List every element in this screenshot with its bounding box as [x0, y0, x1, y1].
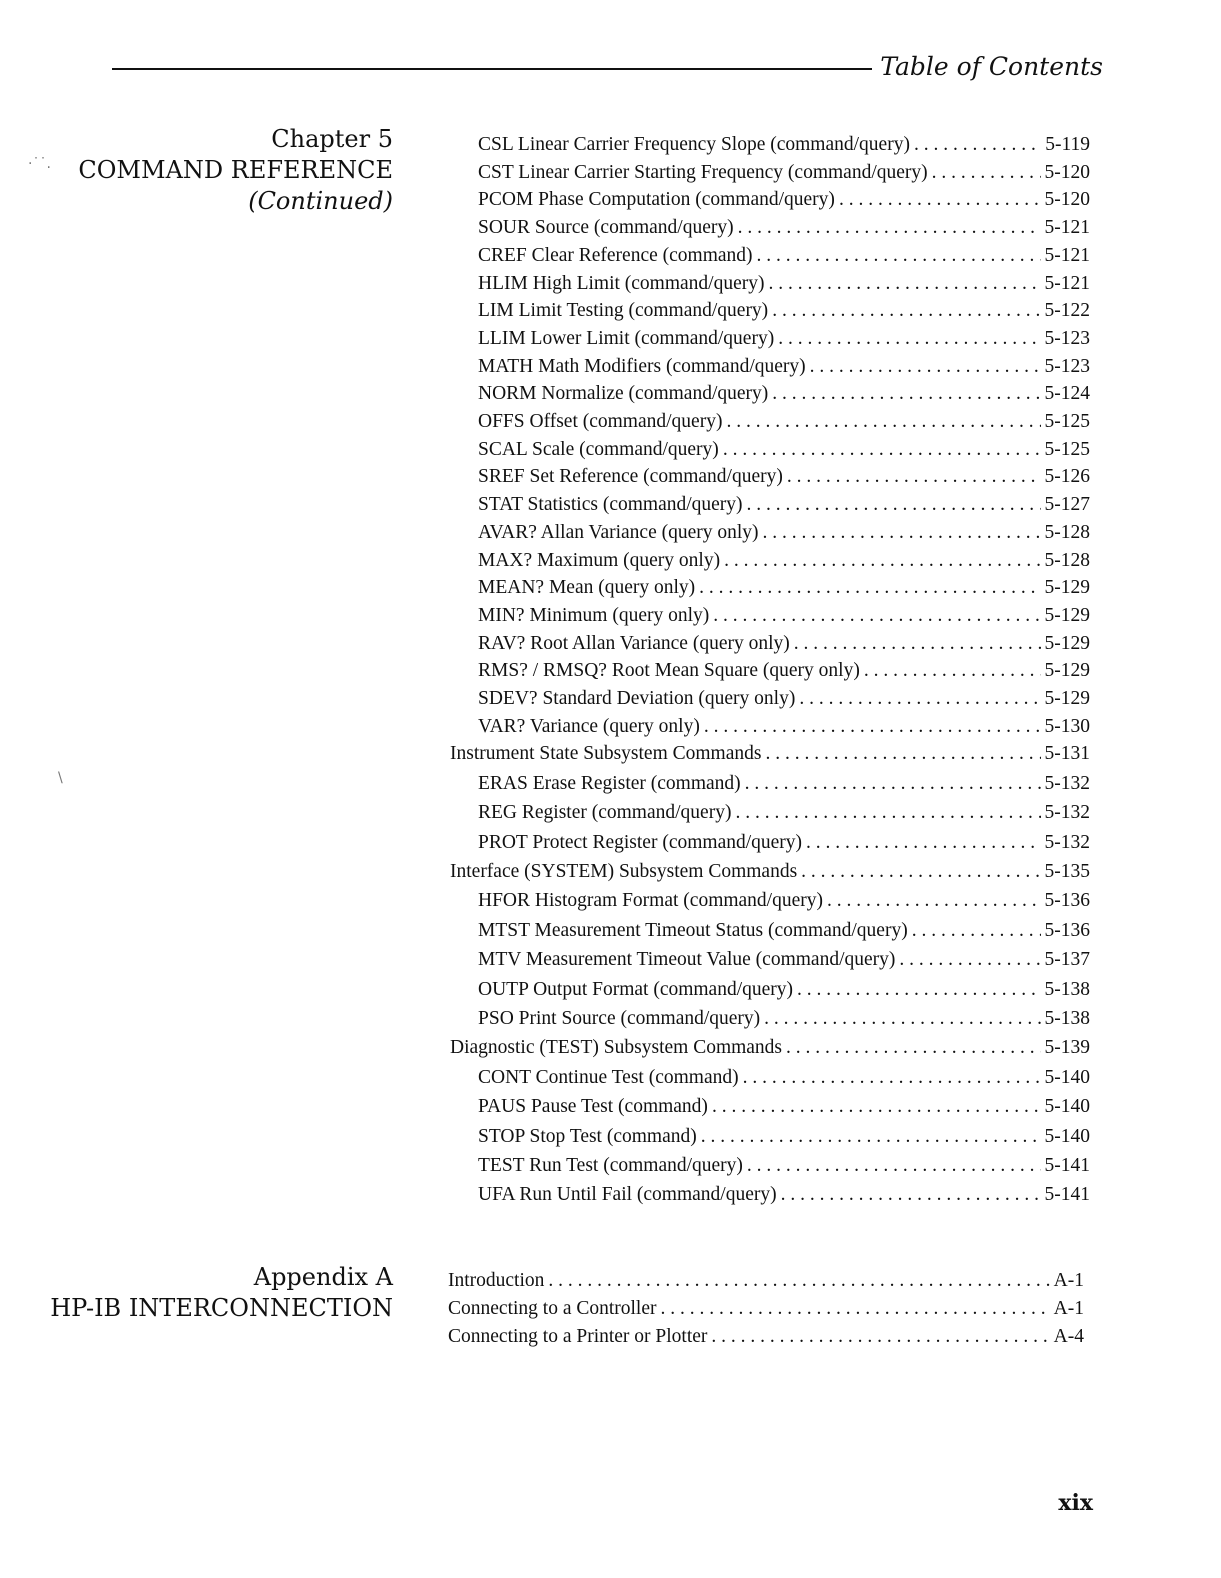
toc-entry-title: RMS? / RMSQ? Root Mean Square (query only) [478, 660, 860, 682]
dot-leader [827, 889, 1041, 913]
toc-entry-title: MAX? Maximum (query only) [478, 549, 721, 571]
toc-entry[interactable] [450, 860, 1090, 884]
dot-leader [932, 161, 1041, 185]
toc-entry-title: SOUR Source (command/query) [478, 217, 734, 239]
dot-leader [747, 1154, 1041, 1178]
dot-leader [778, 327, 1040, 351]
toc-entry-title: REG Register (command/query) [478, 802, 732, 824]
dot-leader [724, 549, 1040, 573]
toc-entry[interactable] [478, 831, 1090, 855]
dot-leader [810, 355, 1041, 379]
toc-entry[interactable] [478, 604, 1090, 628]
toc-entry-page: 5-139 [1044, 1037, 1090, 1059]
toc-entry-page: 5-126 [1044, 466, 1090, 488]
dot-leader [763, 521, 1041, 545]
dot-leader [701, 1125, 1041, 1149]
toc-entry-title: Instrument State Subsystem Commands [450, 743, 762, 765]
toc-entry-page: 5-120 [1044, 189, 1090, 211]
toc-entry[interactable] [478, 438, 1090, 462]
dot-leader [743, 1066, 1041, 1090]
dot-leader [772, 382, 1040, 406]
toc-entry-title: CSL Linear Carrier Frequency Slope (command/query) [478, 134, 910, 155]
dot-leader [864, 659, 1041, 683]
toc-entry-page: 5-129 [1044, 632, 1090, 654]
toc-entry-title: MEAN? Mean (query only) [478, 577, 696, 599]
toc-entry[interactable] [478, 355, 1090, 379]
toc-entry-page: A-1 [1053, 1270, 1084, 1291]
toc-entry-title: VAR? Variance (query only) [478, 715, 700, 737]
toc-entry-title: UFA Run Until Fail (command/query) [478, 1184, 777, 1206]
toc-entry-page: 5-121 [1044, 217, 1090, 239]
dot-leader [912, 919, 1041, 943]
toc-entry-title: TEST Run Test (command/query) [478, 1155, 743, 1176]
toc-entry-page: 5-141 [1044, 1155, 1090, 1176]
running-header-title: Table of Contents [880, 52, 1103, 81]
toc-entry-page: 5-137 [1044, 949, 1090, 971]
toc-entry[interactable] [478, 1066, 1090, 1090]
dot-leader [787, 465, 1041, 489]
toc-entry[interactable] [478, 272, 1090, 296]
dot-leader [704, 715, 1041, 739]
toc-entry-title: CREF Clear Reference (command) [478, 244, 753, 266]
toc-entry-title: MTV Measurement Timeout Value (command/query) [478, 949, 896, 971]
toc-entry-page: 5-138 [1044, 978, 1090, 1000]
toc-entry-page: 5-123 [1044, 355, 1090, 377]
dot-leader [699, 576, 1040, 600]
toc-entry[interactable] [478, 299, 1090, 323]
toc-entry-title: Introduction [448, 1270, 545, 1291]
dot-leader [772, 299, 1040, 323]
toc-entry-title: MIN? Minimum (query only) [478, 604, 710, 626]
toc-entry-page: 5-128 [1044, 549, 1090, 571]
toc-entry-title: NORM Normalize (command/query) [478, 383, 769, 405]
toc-entry[interactable] [478, 465, 1090, 489]
toc-entry-page: 5-121 [1044, 244, 1090, 266]
toc-entry[interactable] [450, 1036, 1090, 1060]
toc-entry[interactable] [478, 382, 1090, 406]
toc-entry[interactable] [478, 948, 1090, 972]
dot-leader [711, 1325, 1049, 1349]
toc-entry-title: PROT Protect Register (command/query) [478, 831, 803, 853]
margin-scan-mark: ·˙˙. [28, 156, 51, 172]
toc-entry[interactable] [478, 1154, 1090, 1178]
toc-entry-title: MTST Measurement Timeout Status (command/query) [478, 919, 908, 941]
toc-entry-page: 5-127 [1044, 494, 1090, 516]
dot-leader [764, 1007, 1040, 1031]
toc-entry[interactable] [448, 1269, 1084, 1293]
toc-entry[interactable] [478, 161, 1090, 185]
dot-leader [661, 1297, 1050, 1321]
dot-leader [765, 742, 1040, 766]
toc-entry-title: LLIM Lower Limit (command/query) [478, 327, 775, 349]
toc-entry-page: 5-120 [1044, 161, 1090, 183]
toc-entry-title: RAV? Root Allan Variance (query only) [478, 632, 790, 654]
toc-entry-page: 5-128 [1044, 521, 1090, 543]
dot-leader [738, 216, 1041, 240]
toc-entry[interactable] [448, 1297, 1084, 1321]
toc-entry-page: 5-132 [1044, 831, 1090, 853]
toc-entry-page: 5-119 [1045, 134, 1090, 155]
toc-entry[interactable] [478, 772, 1090, 796]
appendix-title: HP-IB INTERCONNECTION [50, 1294, 393, 1322]
toc-entry[interactable] [478, 327, 1090, 351]
dot-leader [806, 831, 1040, 855]
chapter-continued-note: (Continued) [248, 187, 393, 215]
toc-entry-page: 5-136 [1044, 919, 1090, 941]
toc-entry-title: OFFS Offset (command/query) [478, 411, 723, 432]
toc-entry-title: LIM Limit Testing (command/query) [478, 300, 769, 322]
toc-entry-page: 5-132 [1044, 802, 1090, 824]
toc-entry[interactable] [478, 188, 1090, 212]
toc-entry-page: 5-132 [1044, 772, 1090, 794]
toc-entry[interactable] [478, 1007, 1090, 1031]
dot-leader [914, 133, 1041, 157]
toc-entry-page: 5-123 [1044, 327, 1090, 349]
dot-leader [768, 272, 1040, 296]
toc-entry-title: AVAR? Allan Variance (query only) [478, 521, 759, 543]
toc-entry[interactable] [478, 659, 1090, 683]
toc-entry[interactable] [478, 687, 1090, 711]
toc-entry-page: 5-136 [1044, 890, 1090, 912]
toc-entry[interactable] [478, 133, 1090, 157]
dot-leader [794, 632, 1041, 656]
dot-leader [757, 244, 1041, 268]
toc-entry-page: 5-140 [1044, 1096, 1090, 1118]
toc-entry[interactable] [478, 978, 1090, 1002]
toc-entry-page: 5-121 [1044, 272, 1090, 294]
toc-entry-title: PSO Print Source (command/query) [478, 1008, 761, 1029]
dot-leader [799, 687, 1040, 711]
toc-entry[interactable] [478, 1183, 1090, 1207]
toc-entry-title: OUTP Output Format (command/query) [478, 978, 794, 1000]
toc-entry-title: STOP Stop Test (command) [478, 1125, 697, 1147]
toc-entry-title: Diagnostic (TEST) Subsystem Commands [450, 1037, 783, 1059]
page-number: xix [1058, 1490, 1093, 1516]
toc-entry-page: 5-129 [1044, 604, 1090, 626]
dot-leader [899, 948, 1040, 972]
toc-entry[interactable] [478, 715, 1090, 739]
toc-entry-title: CONT Continue Test (command) [478, 1066, 739, 1088]
toc-entry-page: 5-140 [1044, 1066, 1090, 1088]
toc-entry-page: 5-135 [1044, 861, 1090, 882]
toc-entry-page: 5-124 [1044, 383, 1090, 405]
dot-leader [712, 1095, 1041, 1119]
toc-entry[interactable] [478, 919, 1090, 943]
toc-entry-page: 5-130 [1044, 715, 1090, 737]
toc-entry-title: Interface (SYSTEM) Subsystem Commands [450, 861, 798, 882]
toc-entry[interactable] [478, 410, 1090, 434]
toc-entry-title: PCOM Phase Computation (command/query) [478, 189, 835, 211]
toc-entry-page: A-1 [1053, 1298, 1084, 1319]
toc-entry-title: HLIM High Limit (command/query) [478, 272, 765, 294]
toc-entry[interactable] [478, 549, 1090, 573]
toc-entry-page: 5-125 [1044, 438, 1090, 460]
toc-entry-title: PAUS Pause Test (command) [478, 1096, 708, 1118]
dot-leader [548, 1269, 1049, 1293]
toc-entry-page: 5-122 [1044, 300, 1090, 322]
toc-entry[interactable] [478, 889, 1090, 913]
toc-entry[interactable] [478, 576, 1090, 600]
toc-entry-page: 5-131 [1044, 743, 1090, 765]
toc-entry-title: Connecting to a Printer or Plotter [448, 1326, 708, 1347]
toc-entry-page: 5-129 [1044, 688, 1090, 709]
toc-entry[interactable] [450, 742, 1090, 766]
toc-entry[interactable] [478, 216, 1090, 240]
dot-leader [797, 978, 1040, 1002]
toc-entry-title: SDEV? Standard Deviation (query only) [478, 688, 796, 709]
dot-leader [726, 410, 1040, 434]
toc-entry-title: SREF Set Reference (command/query) [478, 466, 783, 488]
dot-leader [839, 188, 1041, 212]
toc-entry[interactable] [478, 632, 1090, 656]
toc-entry[interactable] [478, 521, 1090, 545]
toc-entry-page: 5-129 [1044, 660, 1090, 682]
dot-leader [747, 493, 1041, 517]
toc-entry[interactable] [478, 1125, 1090, 1149]
appendix-label: Appendix A [253, 1263, 393, 1291]
chapter-title: COMMAND REFERENCE [78, 156, 393, 184]
chapter-label: Chapter 5 [271, 125, 393, 153]
toc-entry-title: HFOR Histogram Format (command/query) [478, 890, 823, 912]
toc-entry-title: MATH Math Modifiers (command/query) [478, 355, 806, 377]
toc-entry[interactable] [478, 493, 1090, 517]
toc-entry-page: A-4 [1053, 1326, 1084, 1347]
toc-entry-title: SCAL Scale (command/query) [478, 438, 719, 460]
toc-entry[interactable] [478, 1095, 1090, 1119]
dot-leader [735, 801, 1040, 825]
toc-entry-page: 5-140 [1044, 1125, 1090, 1147]
margin-scan-mark: \ [58, 770, 63, 786]
toc-entry-page: 5-125 [1044, 411, 1090, 432]
dot-leader [723, 438, 1041, 462]
toc-entry-page: 5-138 [1044, 1008, 1090, 1029]
toc-entry[interactable] [478, 801, 1090, 825]
dot-leader [713, 604, 1040, 628]
toc-entry-title: CST Linear Carrier Starting Frequency (command/query) [478, 161, 928, 183]
dot-leader [745, 772, 1041, 796]
dot-leader [781, 1183, 1041, 1207]
toc-entry[interactable] [478, 244, 1090, 268]
toc-entry-title: ERAS Erase Register (command) [478, 772, 741, 794]
toc-entry-title: Connecting to a Controller [448, 1298, 657, 1319]
toc-entry[interactable] [448, 1325, 1084, 1349]
dot-leader [786, 1036, 1040, 1060]
toc-entry-page: 5-129 [1044, 577, 1090, 599]
dot-leader [801, 860, 1040, 884]
toc-entry-title: STAT Statistics (command/query) [478, 494, 743, 516]
toc-entry-page: 5-141 [1044, 1184, 1090, 1206]
